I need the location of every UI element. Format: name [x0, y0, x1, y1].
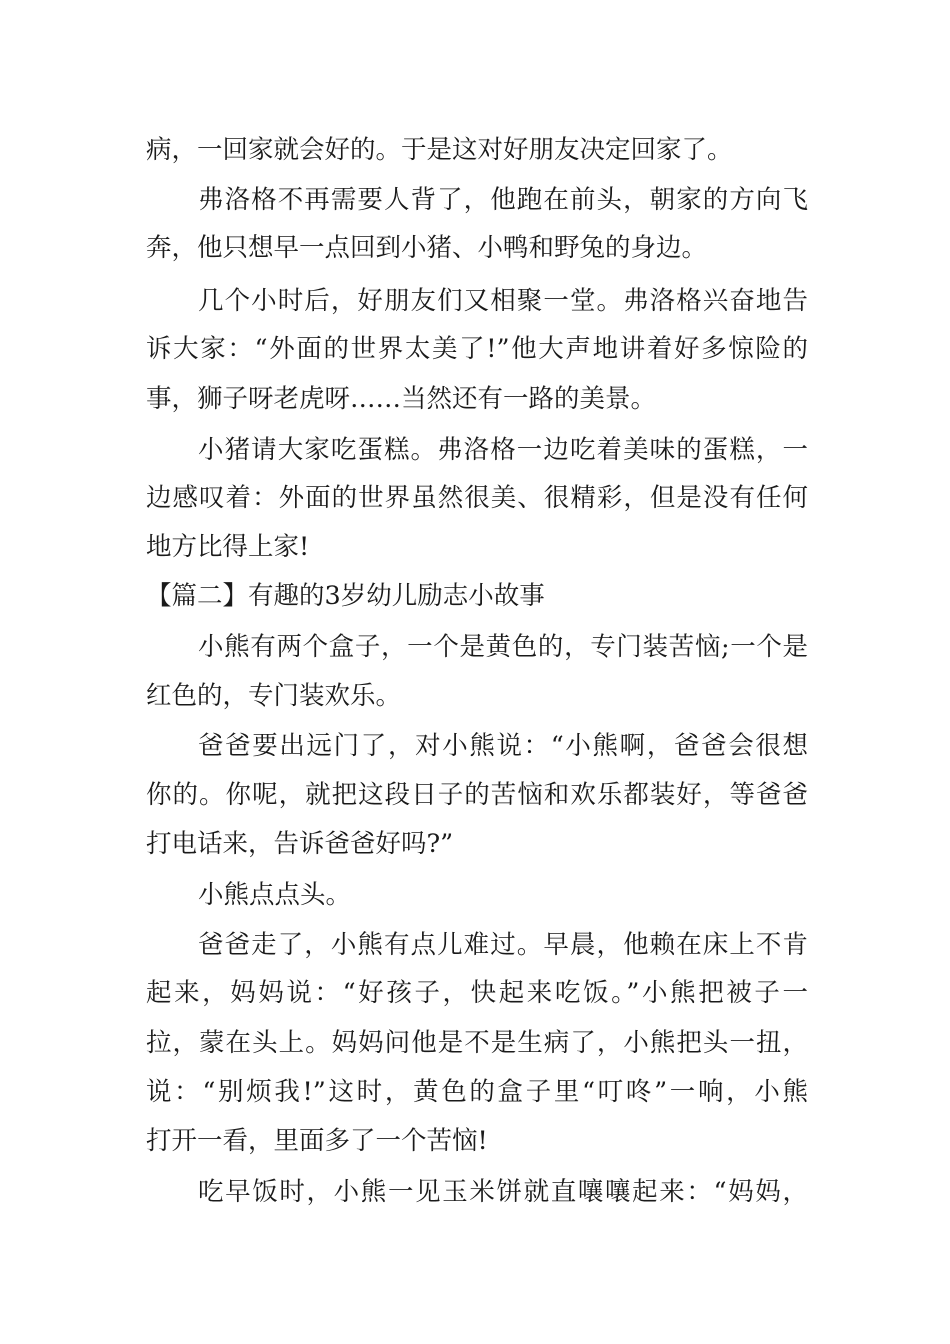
text-line: 打开一看，里面多了一个苦恼!: [146, 1126, 488, 1156]
paragraph-first-line: 爸爸走了，小熊有点儿难过。早晨，他赖在床上不肯: [198, 930, 808, 960]
paragraph-first-line: 几个小时后，好朋友们又相聚一堂。弗洛格兴奋地告: [198, 286, 808, 316]
text-line: 病，一回家就会好的。于是这对好朋友决定回家了。: [146, 135, 733, 165]
text-line: 边感叹着：外面的世界虽然很美、很精彩，但是没有任何: [146, 483, 808, 513]
text-line: 说：“别烦我!”这时，黄色的盒子里“叮咚”一响，小熊: [146, 1077, 808, 1107]
text-line: 地方比得上家!: [146, 532, 310, 562]
paragraph-first-line: 吃早饭时，小熊一见玉米饼就直嚷嚷起来：“妈妈，: [198, 1177, 808, 1207]
paragraph-first-line: 小熊有两个盒子，一个是黄色的，专门装苦恼;一个是: [198, 632, 808, 662]
text-line: 拉，蒙在头上。妈妈问他是不是生病了，小熊把头一扭，: [146, 1028, 808, 1058]
text-line: 诉大家：“外面的世界太美了!”他大声地讲着好多惊险的: [146, 334, 808, 364]
text-line: 红色的，专门装欢乐。: [146, 681, 402, 711]
text-line: 奔，他只想早一点回到小猪、小鸭和野兔的身边。: [146, 233, 708, 263]
paragraph-first-line: 小猪请大家吃蛋糕。弗洛格一边吃着美味的蛋糕，一: [198, 435, 808, 465]
text-line: 你的。你呢，就把这段日子的苦恼和欢乐都装好，等爸爸: [146, 780, 808, 810]
paragraph-first-line: 爸爸要出远门了，对小熊说：“小熊啊，爸爸会很想: [198, 731, 808, 761]
section-heading: 【篇二】有趣的3岁幼儿励志小故事: [146, 581, 545, 611]
text-line: 起来，妈妈说：“好孩子，快起来吃饭。”小熊把被子一: [146, 978, 808, 1008]
text-line: 打电话来，告诉爸爸好吗?”: [146, 829, 454, 859]
text-line: 事，狮子呀老虎呀……当然还有一路的美景。: [146, 384, 657, 414]
paragraph-first-line: 弗洛格不再需要人背了，他跑在前头，朝家的方向飞: [198, 185, 808, 215]
paragraph-first-line: 小熊点点头。: [198, 880, 352, 910]
